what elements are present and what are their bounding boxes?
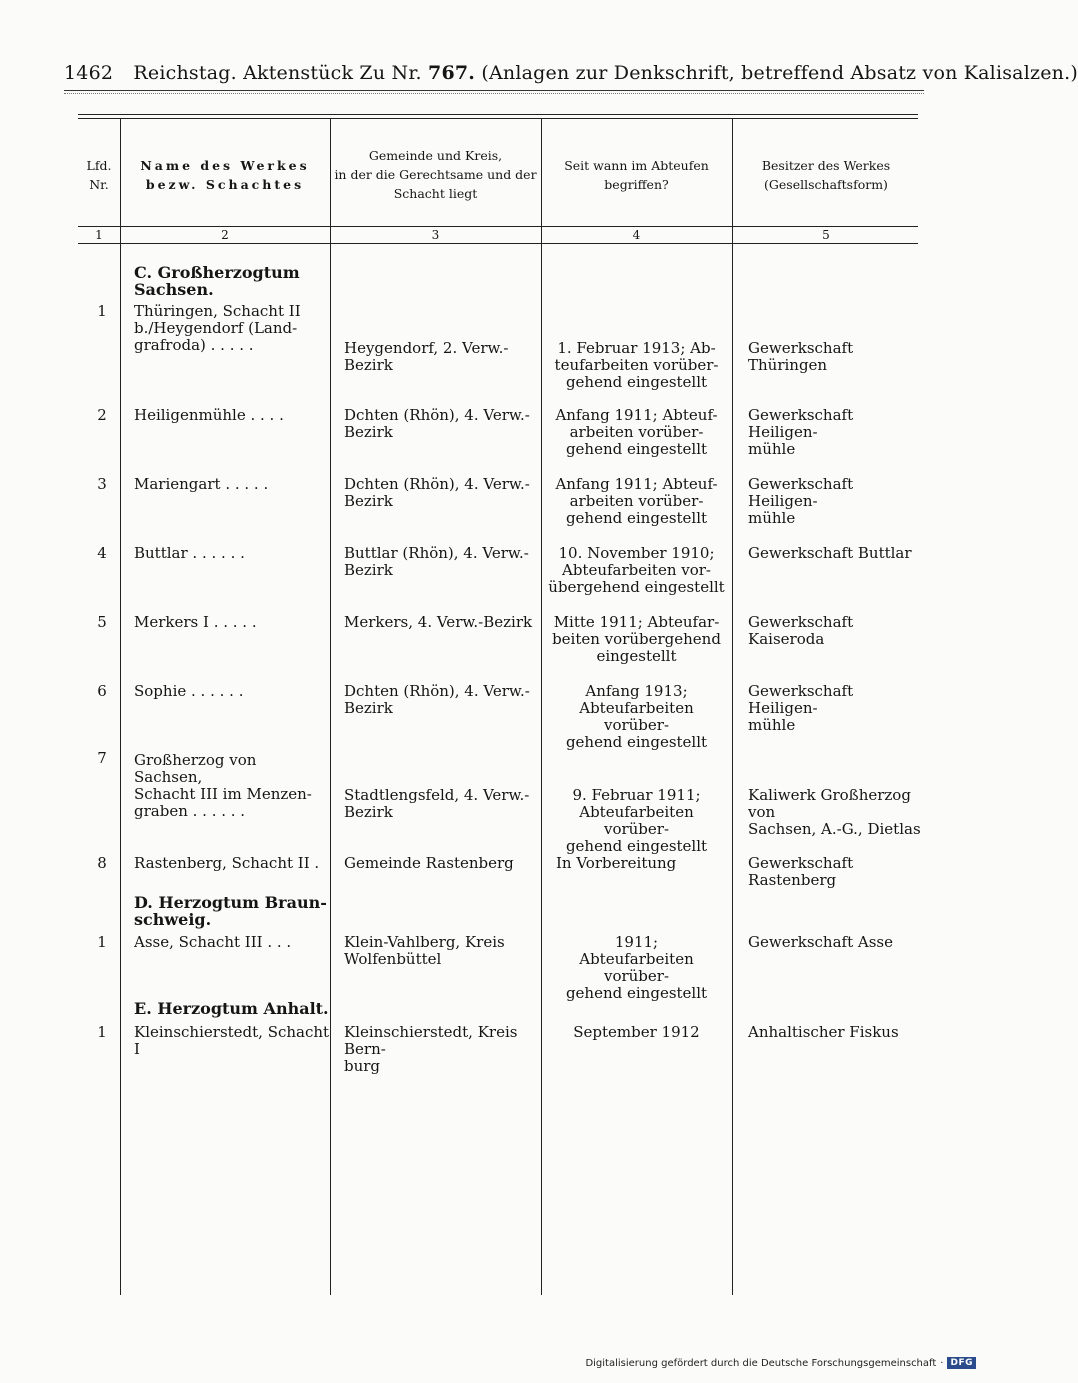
table-top-rule	[78, 114, 918, 115]
row-gemeinde: Dchten (Rhön), 4. Verw.- Bezirk	[344, 682, 530, 717]
column-divider-4	[732, 118, 733, 1295]
row-name: Kleinschierstedt, Schacht I	[134, 1023, 330, 1058]
page-header	[64, 62, 1078, 84]
row-gemeinde: Buttlar (Rhön), 4. Verw.- Bezirk	[344, 544, 529, 579]
row-seit: September 1912	[573, 1023, 700, 1041]
row-seit: In Vorbereitung	[556, 854, 677, 872]
row-seit: 1. Februar 1913; Ab- teufarbeiten vorüber- gehend eingestellt	[554, 339, 719, 391]
row-besitzer: Gewerkschaft Heiligen- mühle	[748, 475, 854, 527]
row-number: 3	[97, 475, 107, 493]
column-header-gemeinde: Gemeinde und Kreis, in der die Gerechtsame und der Schacht liegt	[334, 147, 537, 201]
footer-text: Digitalisierung gefördert durch die Deutsche Forschungsgemeinschaft	[585, 1357, 937, 1369]
row-number: 1	[97, 933, 107, 951]
row-number: 4	[97, 544, 107, 562]
header-rule	[64, 90, 924, 91]
row-gemeinde: Dchten (Rhön), 4. Verw.- Bezirk	[344, 406, 530, 441]
footer-separator: ·	[940, 1357, 944, 1369]
row-besitzer: Gewerkschaft Kaiseroda	[748, 613, 854, 648]
row-seit: Anfang 1913; Abteufarbeiten vorüber- gehend eingestellt	[565, 682, 708, 751]
column-header-name: Name des Werkes bezw. Schachtes	[140, 158, 310, 192]
column-divider-1	[120, 118, 121, 1295]
row-name: Mariengart . . . . .	[134, 475, 269, 493]
column-number: 4	[632, 228, 641, 242]
row-gemeinde: Klein-Vahlberg, Kreis Wolfenbüttel	[344, 933, 505, 968]
colnum-bottom-rule	[78, 243, 918, 244]
row-name: Rastenberg, Schacht II .	[134, 854, 320, 872]
row-name: Buttlar . . . . . .	[134, 544, 245, 562]
column-number: 5	[822, 228, 830, 242]
row-besitzer: Gewerkschaft Rastenberg	[748, 854, 854, 889]
column-header-besitzer: Besitzer des Werkes (Gesellschaftsform)	[761, 158, 891, 192]
row-gemeinde: Stadtlengsfeld, 4. Verw.- Bezirk	[344, 786, 530, 821]
section-heading: C. Großherzogtum Sachsen.	[134, 263, 300, 299]
row-name: Großherzog von Sachsen, Schacht III im Menzen- graben . . . . . .	[134, 751, 312, 820]
row-gemeinde: Kleinschierstedt, Kreis Bern- burg	[344, 1023, 518, 1075]
row-seit: Anfang 1911; Abteuf- arbeiten vorüber- gehend eingestellt	[555, 475, 718, 527]
row-seit: 1911; Abteufarbeiten vorüber- gehend eingestellt	[565, 933, 708, 1002]
row-number: 6	[97, 682, 107, 700]
row-besitzer: Gewerkschaft Thüringen	[748, 339, 854, 374]
row-name: Sophie . . . . . .	[134, 682, 244, 700]
section-heading: D. Herzogtum Braun- schweig.	[134, 893, 327, 929]
row-seit: 9. Februar 1911; Abteufarbeiten vorüber- gehend eingestellt	[565, 786, 708, 855]
column-divider-2	[330, 118, 331, 1295]
row-gemeinde: Gemeinde Rastenberg	[344, 854, 514, 872]
row-seit: Anfang 1911; Abteuf- arbeiten vorüber- gehend eingestellt	[555, 406, 718, 458]
row-besitzer: Gewerkschaft Heiligen- mühle	[748, 406, 854, 458]
row-number: 2	[97, 406, 107, 424]
header-bottom-rule	[78, 226, 918, 227]
row-gemeinde: Merkers, 4. Verw.-Bezirk	[344, 613, 533, 631]
footer	[585, 1357, 976, 1369]
dfg-logo-icon: DFG	[947, 1357, 976, 1369]
row-number: 1	[97, 1023, 107, 1041]
row-besitzer: Gewerkschaft Asse	[748, 933, 893, 951]
column-divider-3	[541, 118, 542, 1295]
row-gemeinde: Dchten (Rhön), 4. Verw.- Bezirk	[344, 475, 530, 510]
row-besitzer: Anhaltischer Fiskus	[748, 1023, 899, 1041]
page-number: 1462	[64, 62, 114, 84]
column-header-seit: Seit wann im Abteufen begriffen?	[564, 158, 709, 192]
row-besitzer: Gewerkschaft Buttlar	[748, 544, 912, 562]
header-subtitle: (Anlagen zur Denkschrift, betreffend Absatz von Kalisalzen.)	[481, 62, 1078, 84]
row-number: 8	[97, 854, 107, 872]
row-number: 5	[97, 613, 107, 631]
header-title: Reichstag. Aktenstück Zu Nr.	[133, 62, 422, 84]
row-seit: 10. November 1910; Abteufarbeiten vor- übergehend eingestellt	[548, 544, 725, 596]
section-heading: E. Herzogtum Anhalt.	[134, 999, 329, 1018]
column-number: 2	[221, 228, 229, 242]
row-number: 7	[97, 749, 107, 767]
row-besitzer: Kaliwerk Großherzog von Sachsen, A.-G., Dietlas	[748, 786, 921, 838]
row-name: Thüringen, Schacht II b./Heygendorf (Land- grafroda) . . . . .	[134, 302, 301, 354]
row-name: Heiligenmühle . . . .	[134, 406, 284, 424]
table-top-rule-inner	[78, 118, 918, 119]
row-name: Merkers I . . . . .	[134, 613, 257, 631]
header-rule-dotted	[64, 93, 924, 94]
row-seit: Mitte 1911; Abteufar- beiten vorübergehend eingestellt	[552, 613, 721, 665]
column-number: 1	[95, 228, 103, 242]
header-doc-number: 767.	[428, 62, 476, 84]
row-number: 1	[97, 302, 107, 320]
column-header-nr: Lfd. Nr.	[86, 158, 112, 192]
column-number: 3	[431, 228, 440, 242]
row-gemeinde: Heygendorf, 2. Verw.- Bezirk	[344, 339, 509, 374]
row-besitzer: Gewerkschaft Heiligen- mühle	[748, 682, 854, 734]
row-name: Asse, Schacht III . . .	[134, 933, 292, 951]
